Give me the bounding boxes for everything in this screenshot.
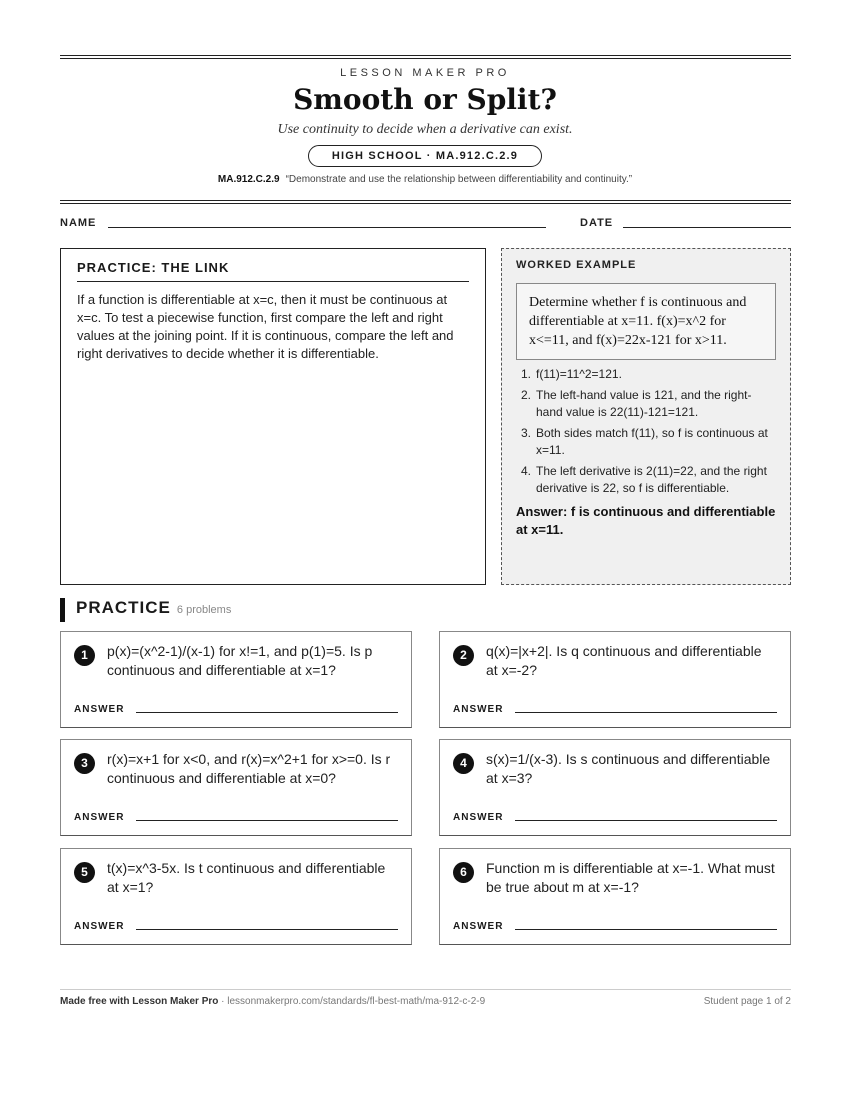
problem-question: t(x)=x^3-5x. Is t continuous and differentiable at x=1? [107,860,386,895]
problem-question: s(x)=1/(x-3). Is s continuous and differentiable at x=3? [486,751,771,786]
footer-url[interactable]: · lessonmakerpro.com/standards/fl-best-math/ma-912-c-2-9 [218,996,486,1007]
problem-card-3 [60,739,412,836]
answer-label: ANSWER [74,921,125,932]
practice-link-body: If a function is differentiable at x=c, then it must be continuous at x=c. To test a piecewise function, first compare the left and right values at the joining point. If it is continuous, compare the left and right derivatives to decide whether it is differentiable. [77,292,454,361]
worked-example-answer: Answer: f is continuous and differentiable at x=11. [516,504,776,537]
problem-number-badge: 1 [74,645,95,666]
example-step: 1. f(11)=11^2=121. [521,367,622,381]
example-step: 3. Both sides match f(11), so f is continuous at x=11. [521,426,768,457]
footer-rule [60,989,791,990]
practice-heading: PRACTICE [76,598,171,617]
problem-number-badge: 4 [453,753,474,774]
practice-link-card [60,248,486,585]
footer-page-number: Student page 1 of 2 [703,996,791,1007]
problem-question: p(x)=(x^2-1)/(x-1) for x!=1, and p(1)=5. Is p continuous and differentiable at x=1? [107,643,373,678]
worked-example-card [501,248,791,585]
answer-field[interactable] [515,712,777,713]
page-title: Smooth or Split? [293,83,557,116]
answer-label: ANSWER [74,704,125,715]
problem-number-badge: 5 [74,862,95,883]
problem-card-1 [60,631,412,728]
name-field[interactable] [108,227,546,228]
date-label: DATE [580,217,614,229]
standard-line [0,174,850,185]
problem-card-5 [60,848,412,945]
grade-badge-wrap [0,145,850,167]
answer-field[interactable] [136,929,398,930]
problem-number-badge: 3 [74,753,95,774]
page-subtitle: Use continuity to decide when a derivative can exist. [277,122,573,137]
answer-label: ANSWER [453,704,504,715]
example-step: 4. The left derivative is 2(11)=22, and the right derivative is 22, so f is differentiable. [521,464,767,495]
answer-label: ANSWER [453,921,504,932]
problem-number-badge: 2 [453,645,474,666]
answer-label: ANSWER [74,812,125,823]
worked-example-steps [516,366,776,497]
practice-count: 6 problems [176,604,232,616]
header-bottom-rule [60,200,791,204]
worked-example-label: WORKED EXAMPLE [516,259,637,271]
answer-field[interactable] [515,820,777,821]
answer-field[interactable] [136,820,398,821]
problem-question: r(x)=x+1 for x<0, and r(x)=x^2+1 for x>=0. Is r continuous and differentiable at x=0? [107,751,391,786]
name-label: NAME [60,217,97,229]
standard-text: “Demonstrate and use the relationship between differentiability and continuity.” [285,174,633,185]
problem-card-6 [439,848,791,945]
header-top-rule [60,55,791,59]
footer-made-with: Made free with Lesson Maker Pro [60,996,219,1007]
practice-link-title: PRACTICE: THE LINK [77,260,469,282]
answer-field[interactable] [515,929,777,930]
brand-label: LESSON MAKER PRO [340,67,510,79]
problem-question: q(x)=|x+2|. Is q continuous and differentiable at x=-2? [486,643,762,678]
problem-card-4 [439,739,791,836]
footer-credit [60,996,485,1007]
standard-code: MA.912.C.2.9 [217,174,280,185]
problem-number-badge: 6 [453,862,474,883]
problem-card-2 [439,631,791,728]
answer-label: ANSWER [453,812,504,823]
answer-field[interactable] [136,712,398,713]
practice-section-heading [60,598,231,622]
date-field[interactable] [623,227,791,228]
grade-badge: HIGH SCHOOL · MA.912.C.2.9 [308,145,542,167]
problem-question: Function m is differentiable at x=-1. What must be true about m at x=-1? [486,860,775,895]
worked-example-problem: Determine whether f is continuous and differentiable at x=11. f(x)=x^2 for x<=11, and f(x)=22x-121 for x>11. [516,283,776,360]
example-step: 2. The left-hand value is 121, and the right-hand value is 22(11)-121=121. [521,388,752,419]
